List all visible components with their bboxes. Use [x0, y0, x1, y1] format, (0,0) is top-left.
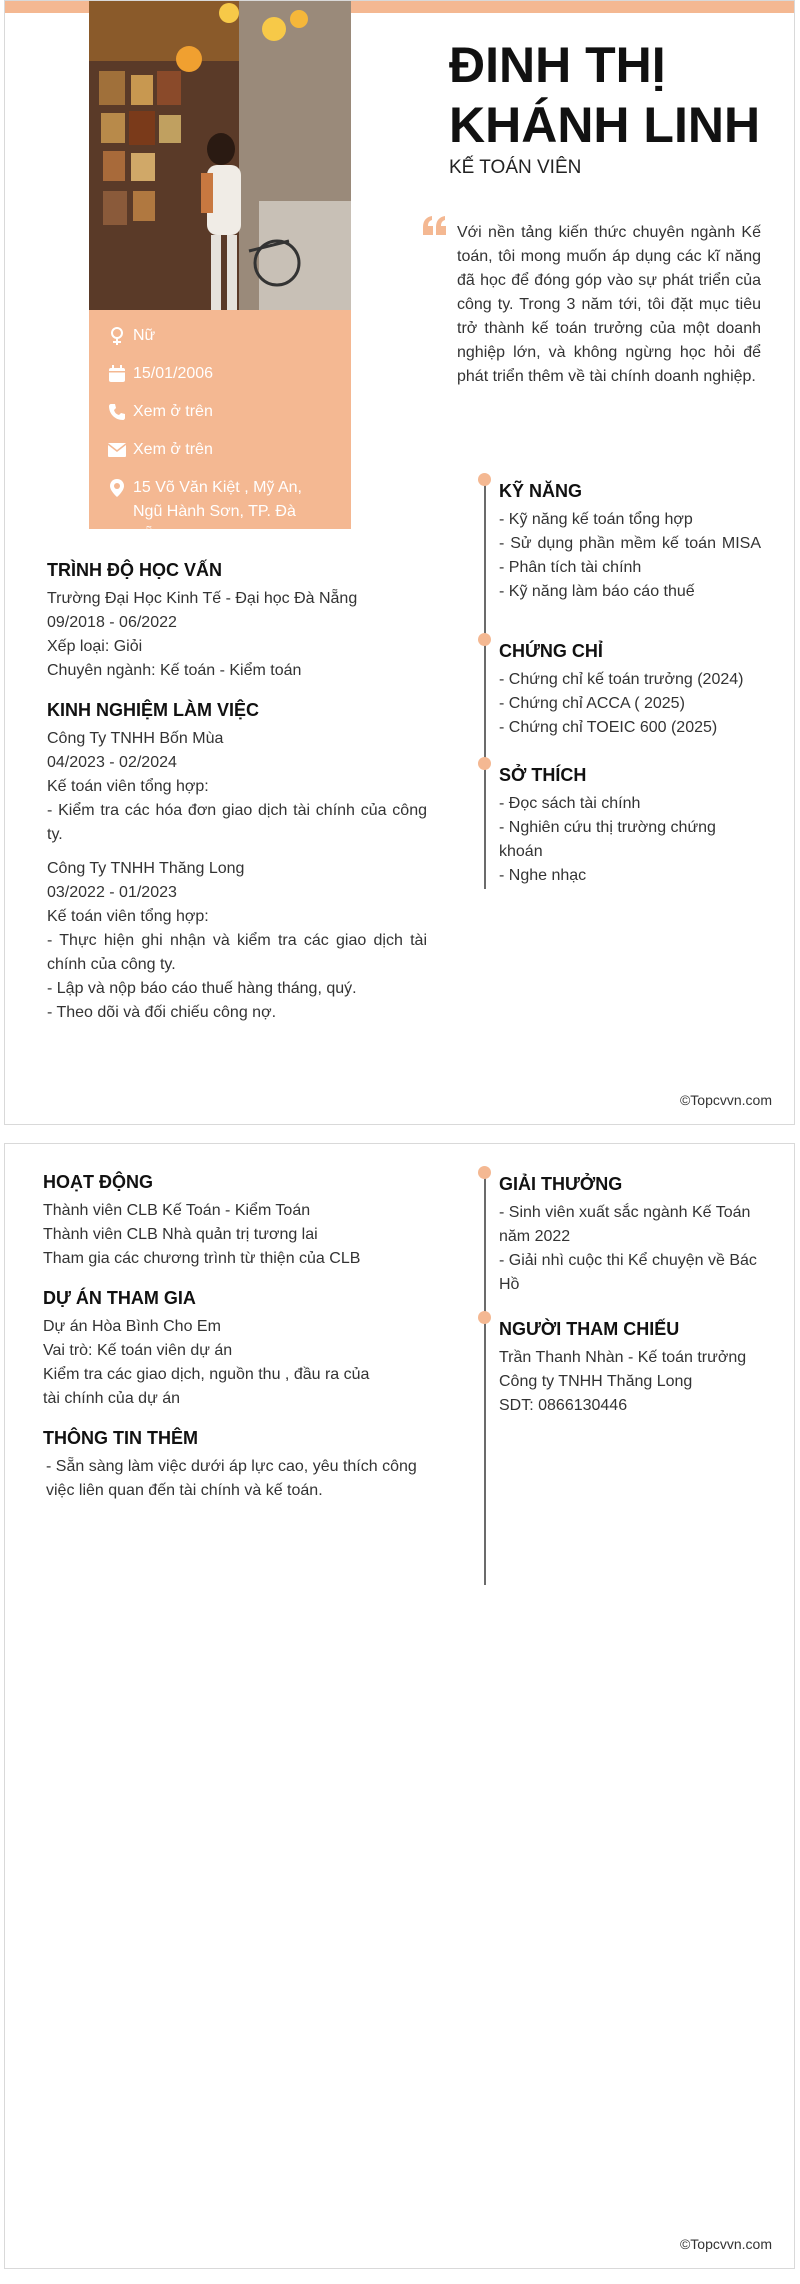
experience-line: Công Ty TNHH Thăng Long — [47, 860, 245, 877]
projects-section — [43, 1285, 383, 1411]
hobby-item: - Nghiên cứu thị trường chứng khoán — [499, 819, 716, 860]
skill-item: - Kỹ năng làm báo cáo thuế — [499, 583, 695, 600]
references-title: NGƯỜI THAM CHIẾU — [499, 1319, 680, 1339]
profile-photo — [89, 1, 351, 310]
hobby-item: - Đọc sách tài chính — [499, 795, 641, 812]
experience-section — [47, 697, 427, 1025]
extra-info-section — [43, 1425, 427, 1503]
experience-line: - Theo dõi và đối chiếu công nợ. — [47, 1004, 277, 1021]
gender-row — [107, 324, 333, 348]
activities-section — [43, 1169, 427, 1271]
timeline-dot — [478, 633, 491, 646]
certificates-title: CHỨNG CHỈ — [499, 641, 603, 661]
education-line: Xếp loại: Giỏi — [47, 638, 143, 655]
timeline-line — [484, 1172, 486, 1585]
quote-icon — [421, 215, 449, 242]
job-title: KẾ TOÁN VIÊN — [449, 157, 582, 178]
award-item: - Giải nhì cuộc thi Kể chuyện về Bác Hồ — [499, 1252, 757, 1293]
activities-title: HOẠT ĐỘNG — [43, 1172, 153, 1192]
address-value: 15 Võ Văn Kiệt , Mỹ An, Ngũ Hành Sơn, TP. Đà Nẵng — [133, 479, 302, 544]
activity-item: Tham gia các chương trình từ thiện của CLB — [43, 1250, 361, 1267]
gender-value: Nữ — [133, 327, 156, 344]
experience-title: KINH NGHIỆM LÀM VIỆC — [47, 700, 260, 720]
project-item: Vai trò: Kế toán viên dự án — [43, 1342, 233, 1359]
certificate-item: - Chứng chỉ TOEIC 600 (2025) — [499, 719, 718, 736]
address-row — [107, 476, 333, 548]
candidate-name: ĐINH THỊ KHÁNH LINH — [449, 37, 761, 153]
career-objective: Với nền tảng kiến thức chuyên ngành Kế toán, tôi mong muốn áp dụng các kĩ năng đã học để đóng góp vào sự phát triển của công ty. Trong 3 năm tới, tôi đặt mục tiêu trở thành kế toán trưởng của một doanh nghiệp lớn, và không ngừng học hỏi để phát triển thêm về tài chính doanh nghiệp. — [457, 224, 761, 385]
project-item: Dự án Hòa Bình Cho Em — [43, 1318, 221, 1335]
email-icon — [107, 440, 127, 460]
extra-info-title: THÔNG TIN THÊM — [43, 1428, 198, 1448]
skill-item: - Sử dụng phần mềm kế toán MISA — [499, 535, 761, 552]
certificate-item: - Chứng chỉ ACCA ( 2025) — [499, 695, 685, 712]
activity-item: Thành viên CLB Kế Toán - Kiểm Toán — [43, 1202, 311, 1219]
calendar-icon — [107, 364, 127, 384]
projects-title: DỰ ÁN THAM GIA — [43, 1288, 196, 1308]
activity-item: Thành viên CLB Nhà quản trị tương lai — [43, 1226, 318, 1243]
experience-line: 04/2023 - 02/2024 — [47, 754, 177, 771]
hobby-item: - Nghe nhạc — [499, 867, 587, 884]
phone-value: Xem ở trên — [133, 403, 213, 420]
footer-credit: ©Topcvvn.com — [679, 1092, 772, 1108]
skill-item: - Kỹ năng kế toán tổng hợp — [499, 511, 693, 528]
experience-line: - Thực hiện ghi nhận và kiểm tra các giao dịch tài chính của công ty. — [47, 932, 427, 973]
email-value: Xem ở trên — [133, 441, 213, 458]
references-section — [499, 1316, 761, 1418]
timeline-line — [484, 479, 486, 889]
birthday-row — [107, 362, 333, 386]
education-title: TRÌNH ĐỘ HỌC VẤN — [47, 560, 222, 580]
education-section — [47, 557, 427, 683]
experience-line: Công Ty TNHH Bốn Mùa — [47, 730, 224, 747]
reference-item: Công ty TNHH Thăng Long — [499, 1373, 693, 1390]
timeline-dot — [478, 1311, 491, 1324]
extra-info-text: - Sẵn sàng làm việc dưới áp lực cao, yêu thích công việc liên quan đến tài chính và kế toán. — [46, 1458, 417, 1499]
email-row — [107, 438, 333, 462]
contact-info-box — [89, 310, 351, 544]
experience-line: - Kiểm tra các hóa đơn giao dịch tài chính của công ty. — [47, 802, 427, 843]
hobbies-title: SỞ THÍCH — [499, 765, 587, 785]
experience-line: Kế toán viên tổng hợp: — [47, 778, 209, 795]
certificates-section — [499, 638, 761, 740]
experience-line: 03/2022 - 01/2023 — [47, 884, 177, 901]
skill-item: - Phân tích tài chính — [499, 559, 642, 576]
location-pin-icon — [107, 478, 127, 498]
timeline-dot — [478, 1166, 491, 1179]
skills-title: KỸ NĂNG — [499, 481, 583, 501]
birthday-value: 15/01/2006 — [133, 365, 214, 382]
phone-row — [107, 400, 333, 424]
reference-item: SDT: 0866130446 — [499, 1397, 628, 1414]
awards-title: GIẢI THƯỞNG — [499, 1174, 623, 1194]
hobbies-section — [499, 762, 761, 888]
timeline-dot — [478, 757, 491, 770]
awards-section — [499, 1171, 761, 1297]
education-line: Chuyên ngành: Kế toán - Kiểm toán — [47, 662, 302, 679]
experience-line: Kế toán viên tổng hợp: — [47, 908, 209, 925]
footer-credit: ©Topcvvn.com — [679, 2236, 772, 2252]
phone-icon — [107, 402, 127, 422]
timeline-dot — [478, 473, 491, 486]
gender-icon — [107, 326, 127, 346]
certificate-item: - Chứng chỉ kế toán trưởng (2024) — [499, 671, 744, 688]
education-line: Trường Đại Học Kinh Tế - Đại học Đà Nẵng — [47, 590, 358, 607]
award-item: - Sinh viên xuất sắc ngành Kế Toán năm 2022 — [499, 1204, 751, 1245]
reference-item: Trần Thanh Nhàn - Kế toán trưởng — [499, 1349, 747, 1366]
skills-section — [499, 478, 761, 604]
cv-page-1 — [4, 0, 795, 1125]
education-line: 09/2018 - 06/2022 — [47, 614, 177, 631]
cv-page-2 — [4, 1143, 795, 2269]
experience-line: - Lập và nộp báo cáo thuế hàng tháng, quý. — [47, 980, 357, 997]
project-item: Kiểm tra các giao dịch, nguồn thu , đầu ra của tài chính của dự án — [43, 1366, 370, 1407]
